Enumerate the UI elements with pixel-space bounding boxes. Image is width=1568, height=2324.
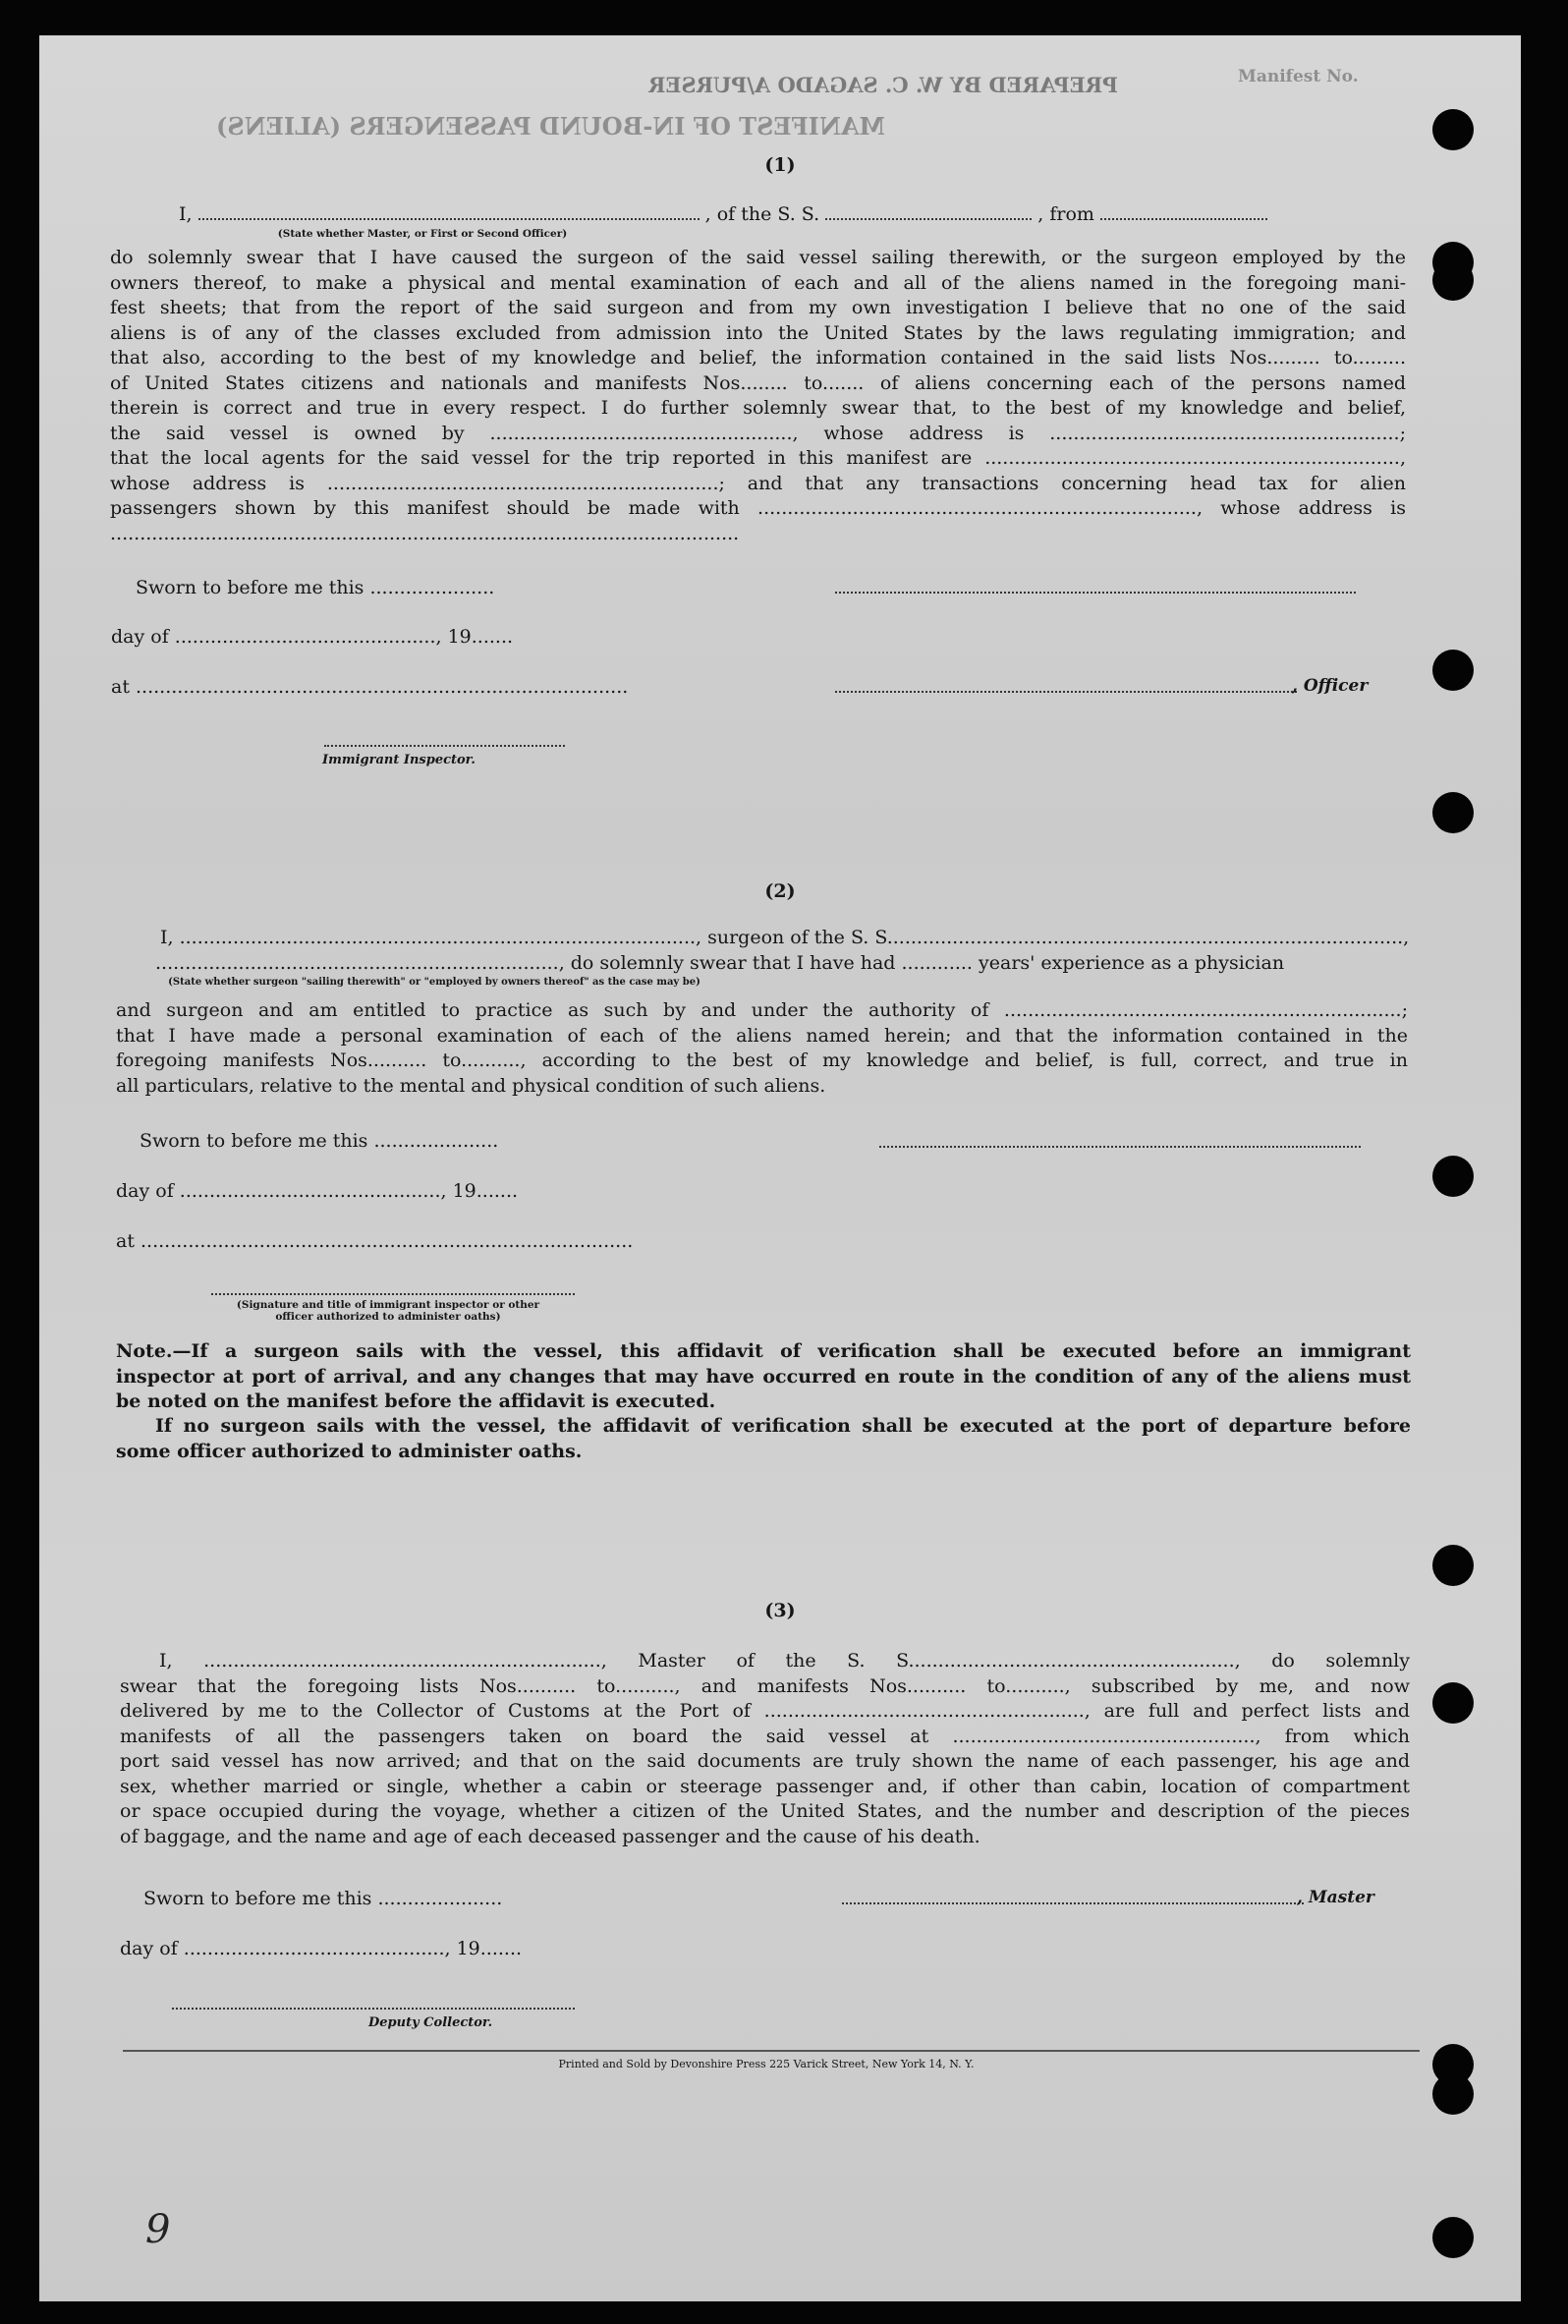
- section-1-inspector-line: [324, 745, 565, 747]
- section-2-note: [116, 1339, 1411, 1415]
- section-2-line: foregoing manifests Nos.......... to.........., according to the best of my knowledge and belief, is full, correct, and true in: [116, 1049, 1408, 1071]
- section-2-officer-line: [211, 1293, 575, 1295]
- section-1-line: passengers shown by this manifest should be made with .........................................................................., whose address is: [110, 497, 1406, 519]
- section-3-line: delivered by me to the Collector of Customs at the Port of ......................................................, are full and perfect lists and: [120, 1700, 1410, 1722]
- section-1-line: fest sheets; that from the report of the said surgeon and from my own investigation I believe that no one of the said: [110, 297, 1406, 318]
- section-1-officer-line: [835, 691, 1297, 693]
- punch-hole: [1432, 792, 1474, 833]
- section-2-number: (2): [764, 880, 796, 902]
- section-1-officer-label: , Officer: [1292, 676, 1369, 696]
- section-1-line: that also, according to the best of my knowledge and belief, the information contained in the said lists Nos......... to.........: [110, 347, 1406, 368]
- note-line: inspector at port of arrival, and any changes that may have occurred en route in the condition of any of the aliens must: [116, 1365, 1411, 1388]
- section-2-day-of: day of ............................................, 19.......: [116, 1180, 519, 1202]
- section-1-inspector-caption: Immigrant Inspector.: [322, 753, 476, 767]
- section-3-number: (3): [764, 1600, 796, 1621]
- section-3-day-of: day of ............................................, 19.......: [120, 1938, 523, 1959]
- section-2-last-line: all particulars, relative to the mental and physical condition of such aliens.: [116, 1074, 826, 1097]
- section-1-line: do solemnly swear that I have caused the surgeon of the said vessel sailing therewith, or the surgeon employed by the: [110, 247, 1406, 268]
- faint-manifest-title: MANIFEST OF IN-BOUND PASSENGERS (ALIENS): [216, 112, 886, 141]
- section-1-number: (1): [764, 154, 796, 176]
- section-1-from: , from: [1037, 203, 1094, 225]
- section-3-line: swear that the foregoing lists Nos.......... to.........., and manifests Nos.......... to.........., subscribed by me, and now: [120, 1674, 1410, 1697]
- section-1-line: the said vessel is owned by ..................................................., whose address is ...........................................................;: [110, 422, 1406, 444]
- section-1-day-of: day of ............................................, 19.......: [111, 626, 514, 648]
- punch-hole: [1432, 109, 1474, 150]
- punch-hole: [1432, 650, 1474, 691]
- section-1-line: owners thereof, to make a physical and mental examination of each and all of the aliens named in the foregoing mani-: [110, 271, 1406, 294]
- punch-hole: [1432, 259, 1474, 301]
- printer-credit: Printed and Sold by Devonshire Press 225 Varick Street, New York 14, N. Y.: [558, 2058, 975, 2070]
- section-1-signature-line: [835, 592, 1356, 594]
- note-line: Note.—If a surgeon sails with the vessel, this affidavit of verification shall be executed before an immigrant: [116, 1340, 1411, 1362]
- punch-hole: [1432, 1682, 1474, 1724]
- section-3-deputy-line: [172, 2008, 575, 2010]
- section-2-line-2: ...................................................................., do solemnly swear that I have had ............ years' experience as a physician: [155, 952, 1285, 974]
- section-1-officer-caption: (State whether Master, or First or Second Officer): [277, 228, 568, 240]
- section-1-line: of United States citizens and nationals and manifests Nos........ to....... of aliens concerning each of the persons named: [110, 371, 1406, 394]
- section-2-line-1: I, ......................................................................................., surgeon of the S. S.......................................................................................,: [160, 927, 1410, 948]
- section-3-master-line: [842, 1902, 1304, 1904]
- section-2-line: that I have made a personal examination of each of the aliens named herein; and that the information contained in the: [116, 1024, 1408, 1047]
- section-1-at: at ...................................................................................: [111, 676, 629, 698]
- section-3-line: I, ..................................................................., Master of the S. S......................................................., do solemnly: [159, 1650, 1410, 1672]
- faint-preparer: PREPARED BY W. C. SAGADO A/PURSER: [648, 73, 1119, 97]
- manifest-sheet: [39, 35, 1521, 2301]
- footer-rule: [123, 2050, 1420, 2052]
- section-3-master-label: , Master: [1297, 1888, 1374, 1907]
- section-1-line: whose address is ..................................................................; and that any transactions concerning head tax for alien: [110, 472, 1406, 494]
- note-last-line: some officer authorized to administer oaths.: [116, 1440, 583, 1462]
- punch-hole: [1432, 1156, 1474, 1197]
- section-3-deputy-caption: Deputy Collector.: [368, 2015, 493, 2030]
- section-1-line: that the local agents for the said vessel for the trip reported in this manifest are ......................................................................,: [110, 447, 1406, 469]
- section-1-line: aliens is of any of the classes excluded from admission into the United States by the laws regulating immigration; and: [110, 321, 1406, 344]
- section-3-last-line: of baggage, and the name and age of each deceased passenger and the cause of his death.: [120, 1825, 980, 1847]
- section-1-final-line: ..........................................................................................................: [110, 522, 740, 544]
- section-2-surgeon-caption: (State whether surgeon "sailing therewith" or "employed by owners thereof" as the case may be): [168, 977, 700, 988]
- section-1-sworn: Sworn to before me this .....................: [136, 577, 495, 598]
- section-3-line: manifests of all the passengers taken on board the said vessel at ..................................................., from which: [120, 1725, 1410, 1747]
- note-last-line: be noted on the manifest before the affidavit is executed.: [116, 1390, 716, 1412]
- section-3-line: or space occupied during the voyage, whether a citizen of the United States, and the number and description of the pieces: [120, 1800, 1410, 1822]
- section-1-oath-text: [110, 246, 1406, 546]
- section-1-i: I,: [179, 203, 193, 225]
- section-2-oath-text: [116, 998, 1408, 1099]
- section-3-line: sex, whether married or single, whether a cabin or steerage passenger and, if other than cabin, location of compartment: [120, 1775, 1410, 1797]
- section-2-signature-line: [879, 1146, 1361, 1148]
- faint-manifest-number: Manifest No.: [1238, 67, 1359, 86]
- section-3-sworn: Sworn to before me this .....................: [143, 1888, 503, 1909]
- section-2-signature-caption: (Signature and title of immigrant inspector or other officer authorized to administer oaths): [236, 1299, 540, 1323]
- punch-hole: [1432, 2217, 1474, 2258]
- note-line: If no surgeon sails with the vessel, the affidavit of verification shall be executed at the port of departure before: [155, 1415, 1411, 1437]
- section-3-oath-text: [120, 1649, 1410, 1849]
- section-2-at: at ...................................................................................: [116, 1230, 634, 1252]
- section-2-line: and surgeon and am entitled to practice as such by and under the authority of ...................................................................;: [116, 999, 1408, 1021]
- punch-hole: [1432, 1545, 1474, 1586]
- section-2-note-2: [116, 1414, 1411, 1464]
- margin-mark: 9: [145, 2207, 171, 2252]
- punch-hole: [1432, 2073, 1474, 2115]
- section-1-of-ss: , of the S. S.: [704, 203, 820, 225]
- section-1-first-line: [179, 202, 1407, 228]
- section-1-line: therein is correct and true in every respect. I do further solemnly swear that, to the best of my knowledge and belief,: [110, 397, 1406, 419]
- section-2-sworn: Sworn to before me this .....................: [140, 1130, 499, 1152]
- section-3-line: port said vessel has now arrived; and that on the said documents are truly shown the name of each passenger, his age and: [120, 1750, 1410, 1772]
